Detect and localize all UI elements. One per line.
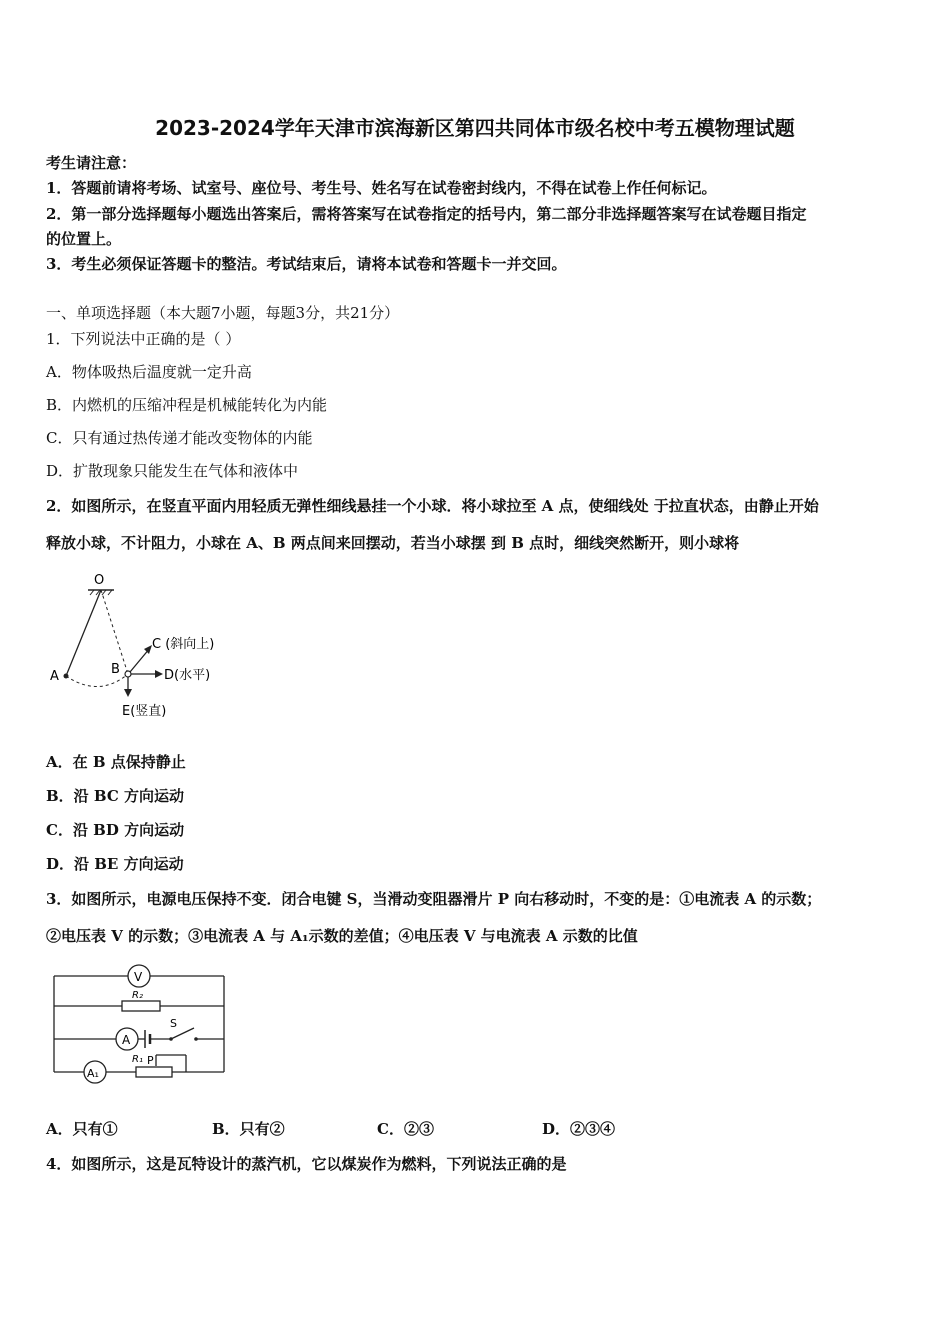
page-title: 2023-2024学年天津市滨海新区第四共同体市级名校中考五模物理试题 (155, 116, 795, 140)
q2-option-c: C．沿 BD 方向运动 (46, 821, 185, 839)
switch-s-label: S (170, 1017, 177, 1030)
notice-line-2b: 的位置上。 (46, 230, 122, 248)
notice-line-3: 3．考生必须保证答题卡的整洁。考试结束后，请将本试卷和答题卡一并交回。 (46, 255, 567, 273)
q3-option-d: D．②③④ (542, 1120, 616, 1138)
rheostat-r1-label: R₁ (132, 1054, 143, 1065)
point-o-label: O (94, 573, 105, 588)
section-heading: 一、单项选择题（本大题7小题，每题3分，共21分） (46, 304, 400, 322)
ammeter-a-label: A (122, 1033, 131, 1047)
ammeter-a1-label: A₁ (87, 1067, 99, 1080)
q3-option-b: B．只有② (212, 1120, 285, 1138)
q4-stem: 4．如图所示，这是瓦特设计的蒸汽机，它以煤炭作为燃料，下列说法正确的是 (46, 1155, 567, 1173)
direction-d-label: D(水平) (164, 668, 211, 683)
direction-c-label: C (斜向上) (152, 637, 215, 652)
direction-e-label: E(竖直) (122, 704, 167, 719)
notice-line-2a: 2．第一部分选择题每小题选出答案后，需将答案写在试卷指定的括号内，第二部分非选择题答案写在试卷题目指定 (46, 205, 807, 223)
q2-stem-line-1: 2．如图所示，在竖直平面内用轻质无弹性细线悬挂一个小球．将小球拉至 A 点，使细线处 于拉直状态，由静止开始 (46, 497, 819, 515)
pendulum-figure (44, 568, 244, 724)
q3-option-c: C．②③ (377, 1120, 434, 1138)
q3-option-a: A．只有① (46, 1120, 118, 1138)
q1-option-a: A．物体吸热后温度就一定升高 (46, 363, 252, 381)
notice-heading: 考生请注意： (46, 154, 137, 172)
q3-stem-line-2: ②电压表 V 的示数；③电流表 A 与 A₁示数的差值；④电压表 V 与电流表 A 示数的比值 (46, 927, 638, 945)
point-a-label: A (50, 669, 59, 684)
slider-p-label: P (147, 1054, 154, 1067)
q1-option-b: B．内燃机的压缩冲程是机械能转化为内能 (46, 396, 328, 414)
q1-stem: 1．下列说法中正确的是（ ） (46, 330, 241, 348)
voltmeter-label: V (134, 970, 143, 984)
q2-stem-line-2: 释放小球，不计阻力，小球在 A、B 两点间来回摆动，若当小球摆 到 B 点时，细线突然断开，则小球将 (46, 534, 740, 552)
circuit-figure (46, 958, 236, 1088)
q2-option-d: D．沿 BE 方向运动 (46, 855, 184, 873)
q2-option-a: A．在 B 点保持静止 (46, 753, 186, 771)
point-b-label: B (111, 662, 120, 677)
q1-option-c: C．只有通过热传递才能改变物体的内能 (46, 429, 313, 447)
notice-line-1: 1．答题前请将考场、试室号、座位号、考生号、姓名写在试卷密封线内，不得在试卷上作任何标记。 (46, 179, 717, 197)
rheostat-r1 (136, 1067, 172, 1077)
q2-option-b: B．沿 BC 方向运动 (46, 787, 185, 805)
q1-option-d: D．扩散现象只能发生在气体和液体中 (46, 462, 299, 480)
q3-stem-line-1: 3．如图所示，电源电压保持不变．闭合电键 S，当滑动变阻器滑片 P 向右移动时，不变的是：①电流表 A 的示数； (46, 890, 822, 908)
resistor-r2 (122, 1001, 160, 1011)
resistor-r2-label: R₂ (132, 990, 143, 1001)
